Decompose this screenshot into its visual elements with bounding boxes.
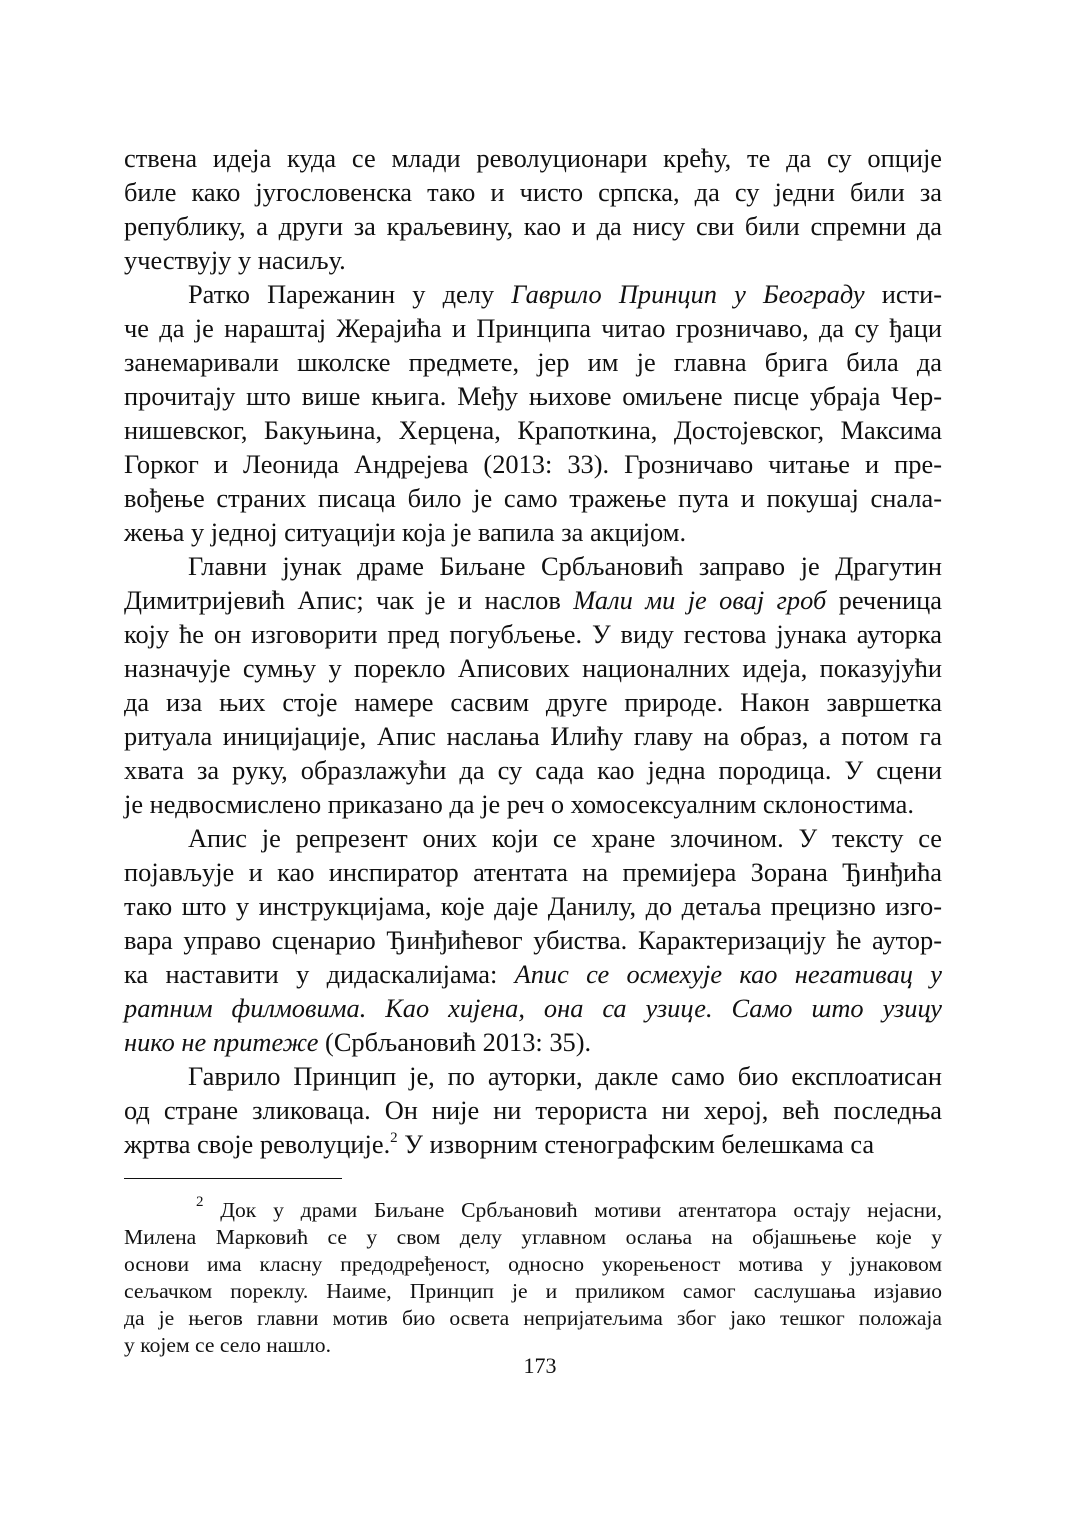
italic-text: нико не притеже xyxy=(124,1027,319,1057)
text-line xyxy=(124,685,942,719)
footnote-line xyxy=(124,1224,942,1251)
text-run: појављује и као инспиратор атентата на премијера Зорана Ђинђића xyxy=(124,857,942,887)
text-line xyxy=(124,957,942,991)
text-run: ритуала иницијације, Апис наслања Илићу главу на образ, а потом га xyxy=(124,721,942,751)
text-line xyxy=(124,855,942,889)
footnote xyxy=(124,1194,942,1359)
footnote-text: Док у драми Биљане Србљановић мотиви атентатора остају нејасни, xyxy=(220,1198,942,1222)
text-run: ка наставити у дидаскалијама: xyxy=(124,959,515,989)
text-run: вара управо сценарио Ђинђићевог убиства. Карактеризацију ће аутор- xyxy=(124,925,942,955)
text-line xyxy=(124,549,942,583)
text-line xyxy=(124,991,942,1025)
text-line xyxy=(124,753,942,787)
text-run: хвата за руку, образлажући да су сада као једна породица. У сцени xyxy=(124,755,942,785)
text-run: биле како југословенска тако и чисто српска, да су једни били за xyxy=(124,177,942,207)
text-line xyxy=(124,1127,942,1161)
footnote-line xyxy=(124,1305,942,1332)
text-line xyxy=(124,175,942,209)
text-run: је недвосмислено приказано да је реч о хомосексуалним склоностима. xyxy=(124,789,914,819)
text-line xyxy=(124,583,942,617)
footnote-line xyxy=(124,1194,942,1224)
footnote-separator xyxy=(124,1178,342,1179)
text-line xyxy=(124,481,942,515)
text-run: Гаврило Принцип је, по ауторки, дакле само био експлоатисан xyxy=(188,1061,942,1091)
italic-text: Апис се осмехује као негативац у xyxy=(514,959,942,989)
text-line xyxy=(124,277,942,311)
text-run: учествују у насиљу. xyxy=(124,245,346,275)
text-run: Горког и Леонида Андрејева (2013: 33). Грозничаво читање и пре- xyxy=(124,449,942,479)
text-run: Димитријевић Апис; чак је и наслов xyxy=(124,585,574,615)
paragraph xyxy=(124,549,942,821)
text-line xyxy=(124,617,942,651)
text-run: нишевског, Бакуњина, Херцена, Крапоткина, Достојевског, Максима xyxy=(124,415,942,445)
page-number: 173 xyxy=(523,1353,557,1378)
text-run: У изворним стенографским белешкама са xyxy=(397,1129,875,1159)
text-line xyxy=(124,719,942,753)
footnote-marker: 2 xyxy=(196,1194,204,1210)
text-line xyxy=(124,311,942,345)
text-run: Апис је репрезент оних који се хране злочином. У тексту се xyxy=(188,823,942,853)
text-line xyxy=(124,787,942,821)
text-line xyxy=(124,1025,942,1059)
footnote-text: да је његов главни мотив био освета непријатељима због јако тешког положаја xyxy=(124,1306,942,1330)
footnote-text: у којем се село нашло. xyxy=(124,1333,332,1357)
footnote-line xyxy=(124,1278,942,1305)
text-line xyxy=(124,1093,942,1127)
text-run: тако што у инструкцијама, које даје Данилу, до детаља прецизно изго- xyxy=(124,891,942,921)
paragraph xyxy=(124,821,942,1059)
text-line xyxy=(124,447,942,481)
paragraph xyxy=(124,141,942,277)
text-line xyxy=(124,379,942,413)
text-run: Главни јунак драме Биљане Србљановић заправо је Драгутин xyxy=(188,551,942,581)
text-line xyxy=(124,243,942,277)
text-run: назначује сумњу у порекло Аписових националних идеја, показујући xyxy=(124,653,942,683)
italic-text: Гаврило Принцип у Београду xyxy=(511,279,865,309)
text-run: прочитају што више књига. Међу њихове омиљене писце убраја Чер- xyxy=(124,381,942,411)
text-run: коју ће он изговорити пред погубљење. У виду гестова јунака ауторка xyxy=(124,619,942,649)
footnote-line xyxy=(124,1251,942,1278)
text-run: од стране зликоваца. Он није ни терориста ни херој, већ последња xyxy=(124,1095,942,1125)
text-line xyxy=(124,141,942,175)
footnote-reference: 2 xyxy=(390,1130,398,1146)
text-line xyxy=(124,515,942,549)
italic-text: Мали ми је овај гроб xyxy=(573,585,827,615)
text-run: (Србљановић 2013: 35). xyxy=(318,1027,592,1057)
text-run: че да је нараштај Жерајића и Принципа читао грозничаво, да су ђаци xyxy=(124,313,942,343)
text-line xyxy=(124,1059,942,1093)
text-run: Ратко Парежанин у делу xyxy=(188,279,512,309)
text-line xyxy=(124,651,942,685)
text-run: жења у једној ситуацији која је вапила за акцијом. xyxy=(124,517,687,547)
text-run: исти- xyxy=(864,279,942,309)
text-run: занемаривали школске предмете, јер им је главна брига била да xyxy=(124,347,942,377)
text-line xyxy=(124,889,942,923)
paragraph xyxy=(124,277,942,549)
text-run: вођење страних писаца било је само тражење пута и покушај снала- xyxy=(124,483,942,513)
text-run: реченица xyxy=(826,585,942,615)
text-run: жртва своје револуције. xyxy=(124,1129,391,1159)
text-line xyxy=(124,821,942,855)
text-run: да иза њих стоје намере сасвим друге природе. Након завршетка xyxy=(124,687,942,717)
text-run: ствена идеја куда се млади револуционари крећу, те да су опције xyxy=(124,143,942,173)
footnote-text: основи има класну предодређеност, односно укорењеност мотива у јунаковом xyxy=(124,1252,942,1276)
footnote-text: сељачком пореклу. Наиме, Принцип је и приликом самог саслушања изјавио xyxy=(124,1279,942,1303)
paragraph xyxy=(124,1059,942,1161)
text-line xyxy=(124,345,942,379)
italic-text: ратним филмовима. Као хијена, она са узице. Само што узицу xyxy=(124,993,942,1023)
text-run: републику, а други за краљевину, као и да нису сви били спремни да xyxy=(124,211,942,241)
text-line xyxy=(124,413,942,447)
footnote-text: Милена Марковић се у свом делу углавном ослања на објашњење које у xyxy=(124,1225,942,1249)
body-text xyxy=(124,141,942,1161)
text-line xyxy=(124,923,942,957)
text-line xyxy=(124,209,942,243)
